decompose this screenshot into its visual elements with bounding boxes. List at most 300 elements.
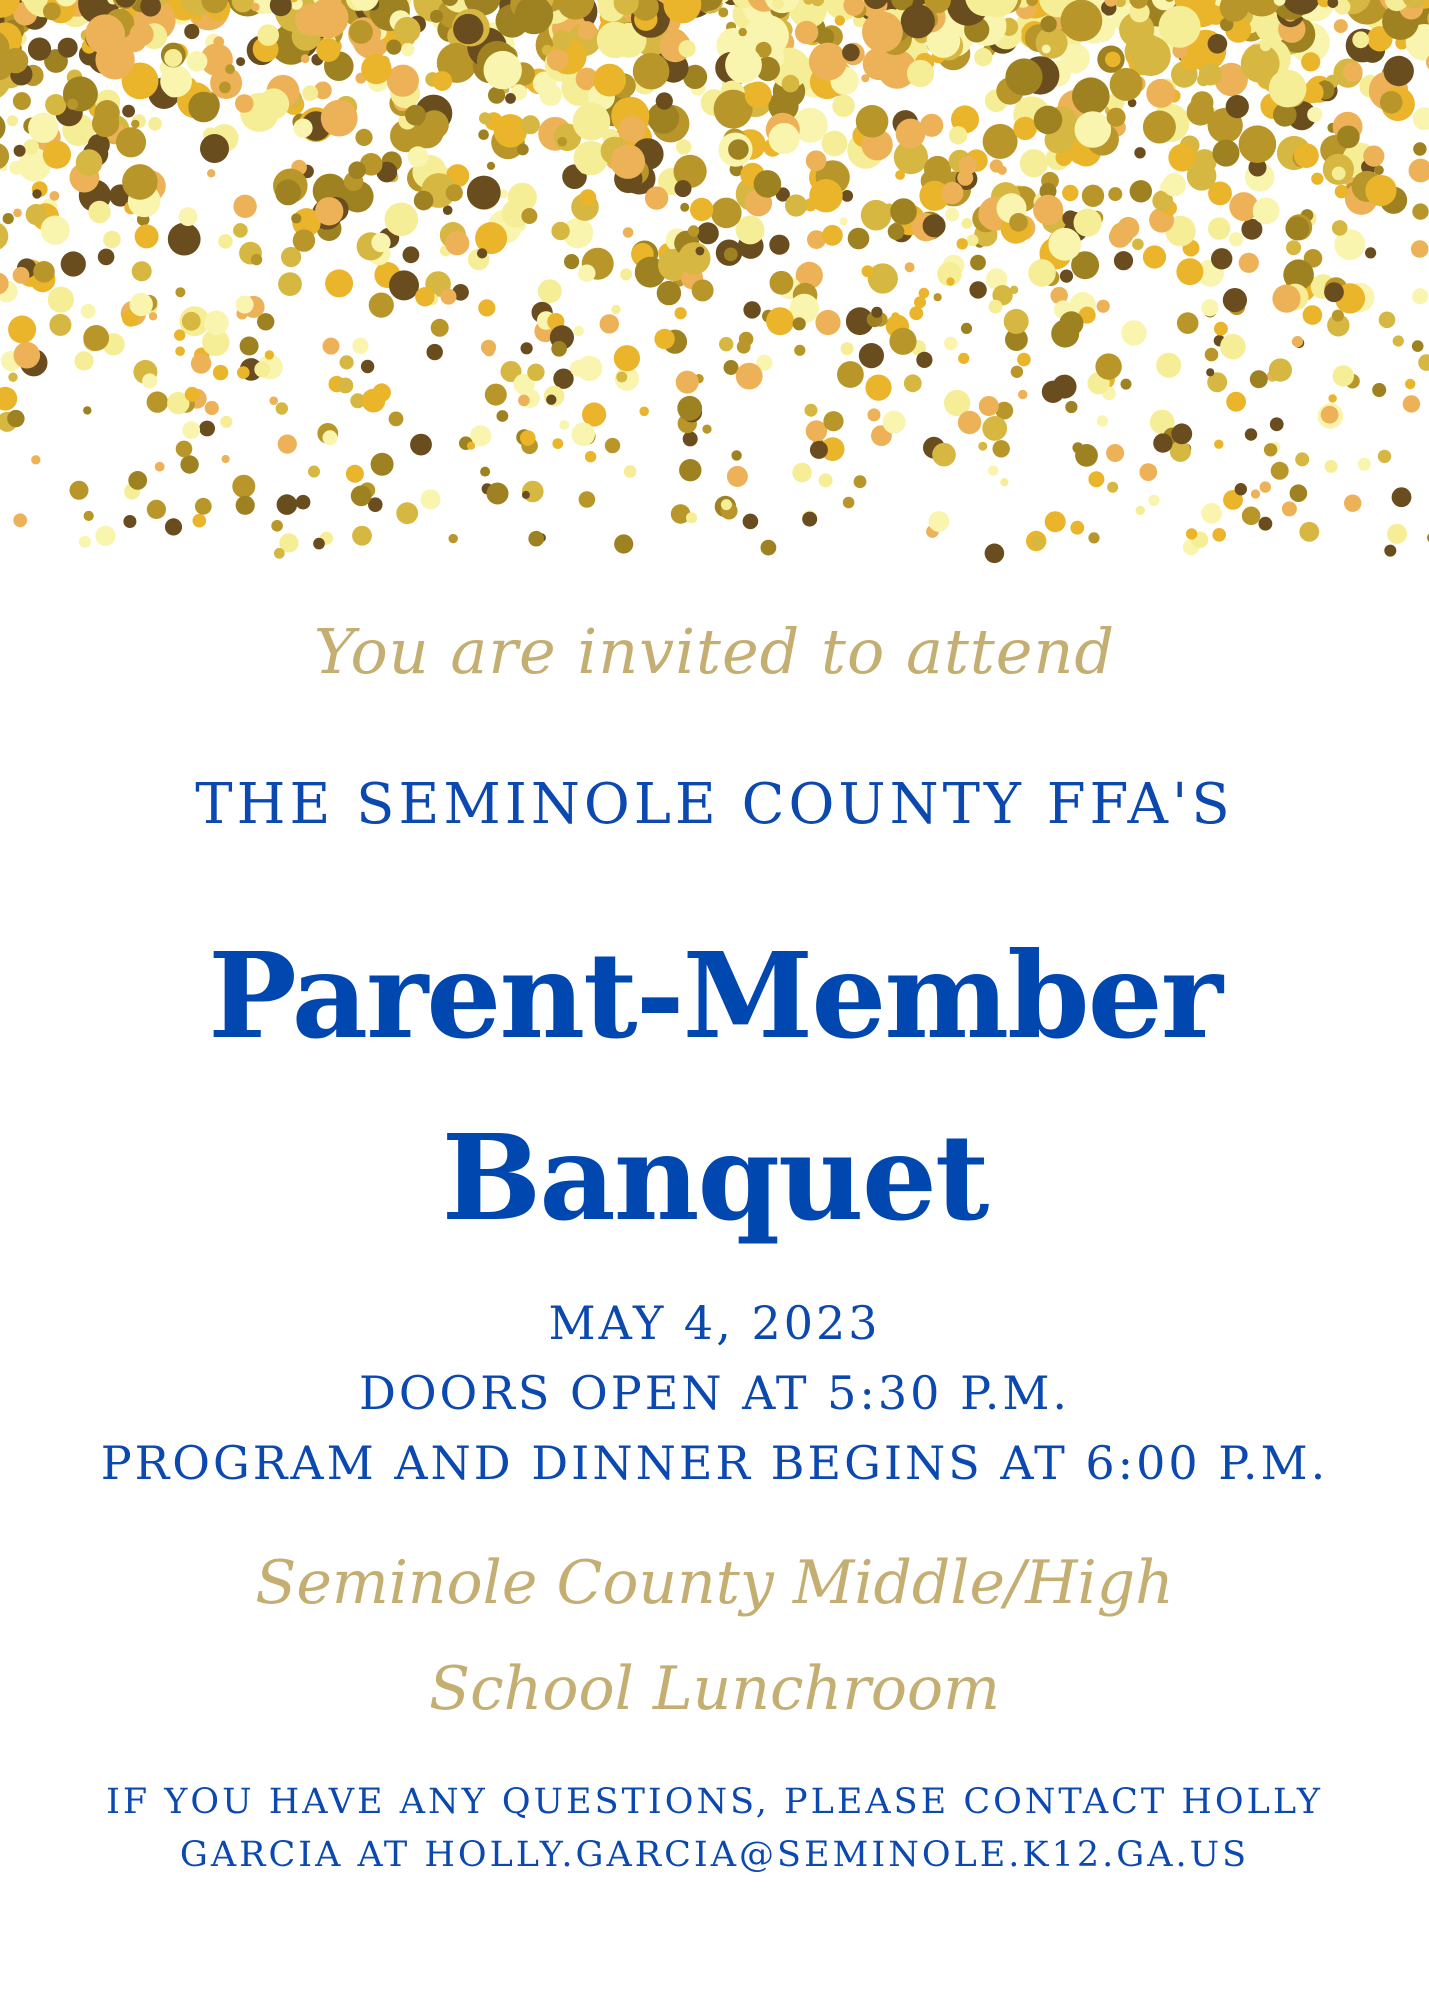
confetti-dot [1411,240,1429,258]
confetti-dot [1117,217,1139,239]
confetti-dot [403,246,420,263]
confetti-dot [837,361,864,388]
confetti-dot [1082,185,1104,207]
confetti-dot [835,15,845,25]
confetti-dot [265,350,274,359]
confetti-dot [1187,98,1214,125]
confetti-dot [719,337,733,351]
confetti-dot [1301,52,1320,71]
confetti-dot [275,180,301,206]
confetti-dot [633,53,670,90]
confetti-dot [352,526,372,546]
confetti-dot [822,225,843,246]
confetti-dot [1132,239,1144,251]
confetti-dot [103,231,121,249]
confetti-dot [0,113,6,143]
confetti-dot [1412,340,1424,352]
confetti-dot [479,112,491,124]
confetti-dot [70,481,89,500]
confetti-dot [1245,428,1257,440]
confetti-dot [1343,62,1363,82]
confetti-dot [33,261,55,283]
confetti-dot [1272,285,1300,313]
confetti-dot [1294,143,1319,168]
confetti-dot [168,223,201,256]
confetti-dot [929,511,950,532]
confetti-dot [1033,195,1063,225]
confetti-dot [557,137,567,147]
confetti-dot [401,43,414,56]
confetti-dot [1264,443,1277,456]
confetti-dot [1156,353,1181,378]
confetti-dot [323,430,338,445]
confetti-dot [271,520,283,532]
confetti-dot [386,40,401,55]
confetti-dot [165,518,182,535]
confetti-dot [1405,379,1415,389]
confetti-dot [520,430,536,446]
confetti-dot [794,345,805,356]
confetti-dot [371,233,390,252]
confetti-dot [385,203,419,237]
confetti-dot [1239,253,1259,273]
confetti-dot [675,180,692,197]
confetti-dot [235,94,254,113]
confetti-dot [251,3,260,12]
confetti-dot [13,513,27,527]
confetti-dot [731,450,741,460]
confetti-dot [538,279,562,303]
event-title-line-1: Parent-Member [208,926,1221,1065]
confetti-dot [371,453,394,476]
event-location [0,1530,1429,1742]
confetti-dot [81,304,96,319]
confetti-dot [1143,245,1166,268]
contact-line-2: GARCIA AT HOLLY.GARCIA@SEMINOLE.K12.GA.US [179,1835,1250,1875]
confetti-dot [959,156,977,174]
confetti-dot [905,262,915,272]
confetti-dot [967,234,979,246]
confetti-dot [1074,209,1102,237]
confetti-dot [656,92,673,109]
confetti-dot [237,366,250,379]
confetti-dot [123,515,136,528]
confetti-dot [213,36,224,47]
confetti-dot [195,498,212,515]
confetti-dot [3,213,14,224]
confetti-dot [521,342,533,354]
confetti-dot [1000,478,1008,486]
confetti-dot [0,387,17,411]
confetti-dot [1060,270,1073,283]
confetti-dot [528,531,544,547]
confetti-dot [1213,140,1240,167]
confetti-dot [605,438,620,453]
confetti-dot [1332,220,1348,236]
confetti-dot [1075,444,1098,467]
confetti-dot [564,254,579,269]
confetti-dot [95,40,134,79]
confetti-dot [83,325,109,351]
confetti-dot [1379,312,1396,329]
confetti-dot [445,231,469,255]
confetti-dot [1418,354,1429,371]
confetti-dot [116,127,146,157]
location-line-1: Seminole County Middle/High [255,1548,1174,1618]
confetti-dot [293,119,312,138]
confetti-dot [1226,392,1246,412]
confetti-dot [1201,299,1218,316]
confetti-dot [861,74,869,82]
confetti-dot [1295,452,1309,466]
confetti-dot [686,512,697,523]
confetti-dot [770,271,794,295]
confetti-dot [175,346,185,356]
confetti-dot [888,223,905,240]
confetti-dot [680,203,689,212]
confetti-dot [597,22,633,58]
confetti-dot [128,471,147,490]
confetti-dot [946,277,954,285]
confetti-dot [790,294,820,324]
confetti-dot [1242,507,1261,526]
confetti-dot [58,38,78,58]
confetti-dot [187,51,208,72]
confetti-dot [79,536,91,548]
confetti-dot [727,466,748,487]
confetti-dot [1282,501,1297,516]
confetti-dot [1251,489,1260,498]
confetti-dot [540,84,562,106]
confetti-dot [32,189,41,198]
confetti-dot [484,51,522,89]
confetti-dot [1004,309,1029,334]
confetti-dot [315,197,343,225]
confetti-dot [467,176,501,210]
confetti-dot [985,544,1005,564]
confetti-dot [679,40,696,57]
confetti-dot [547,49,569,71]
contact-line-1: IF YOU HAVE ANY QUESTIONS, PLEASE CONTACT HOLLY [106,1782,1323,1822]
confetti-dot [688,225,699,236]
confetti-dot [176,441,193,458]
confetti-dot [84,511,94,521]
confetti-dot [213,365,228,380]
confetti-dot [1153,433,1172,452]
confetti-dot [1290,484,1308,502]
confetti-dot [1332,310,1344,322]
confetti-dot [675,307,687,319]
confetti-dot [131,120,139,128]
confetti-dot [302,85,318,101]
confetti-dot [477,248,487,258]
confetti-dot [1269,70,1307,108]
confetti-dot [989,300,1003,314]
confetti-dot [480,467,490,477]
confetti-dot [657,281,681,305]
confetti-dot [147,391,168,412]
confetti-dot [961,323,972,334]
confetti-dot [218,234,233,249]
confetti-dot [1072,77,1110,115]
confetti-dot [1040,16,1056,32]
confetti-dot [1208,217,1230,239]
confetti-dot [1187,161,1217,191]
confetti-dot [871,307,882,318]
confetti-dot [896,119,926,149]
organization-name: THE SEMINOLE COUNTY FFA'S [195,772,1234,837]
confetti-dot [907,60,934,87]
confetti-dot [571,423,595,447]
confetti-dot [766,307,794,335]
confetti-dot [1206,368,1214,376]
confetti-dot [1146,79,1175,108]
confetti-dot [1176,258,1203,285]
confetti-dot [1413,142,1426,155]
confetti-dot [1332,167,1346,181]
confetti-dot [736,363,763,390]
confetti-dot [1380,91,1403,114]
confetti-dot [1034,106,1063,135]
confetti-dot [1409,159,1429,183]
event-title [0,905,1429,1269]
confetti-dot [1226,95,1249,118]
confetti-dot [941,182,963,204]
confetti-dot [361,54,391,84]
confetti-dot [3,48,28,73]
confetti-dot [624,465,637,478]
confetti-dot [1048,228,1081,261]
confetti-dot [842,44,860,62]
confetti-dot [1393,335,1404,346]
confetti-dot [369,293,394,318]
confetti-dot [1271,462,1289,480]
confetti-dot [990,159,1003,172]
confetti-dot [944,337,958,351]
confetti-dot [1260,40,1271,51]
confetti-dot [1365,175,1396,206]
confetti-dot [269,396,278,405]
confetti-dot [446,184,463,201]
confetti-dot [233,223,248,238]
confetti-dot [387,65,419,97]
invitation-intro: You are invited to attend [313,615,1116,688]
confetti-dot [1292,336,1303,347]
confetti-dot [623,227,634,238]
confetti-dot [1311,173,1323,185]
confetti-dot [220,416,232,428]
confetti-dot [1159,6,1201,48]
confetti-dot [405,105,426,126]
confetti-dot [142,373,157,388]
confetti-dot [736,216,765,245]
confetti-dot [978,442,987,451]
confetti-dot [1253,198,1280,225]
confetti-dot [7,115,18,126]
confetti-dot [823,411,843,431]
confetti-dot [155,462,165,472]
confetti-dot [1143,111,1176,144]
confetti-dot [421,489,441,509]
confetti-dot [988,465,998,475]
confetti-dot [130,293,153,316]
confetti-dot [74,351,93,370]
program-time: PROGRAM AND DINNER BEGINS AT 6:00 P.M. [100,1436,1329,1490]
confetti-dot [48,287,74,313]
confetti-dot [258,88,289,119]
confetti-dot [1059,311,1083,335]
confetti-dot [135,224,159,248]
confetti-dot [522,491,530,499]
confetti-dot [188,92,219,123]
confetti-dot [410,434,432,456]
confetti-dot [1413,107,1429,130]
confetti-dot [147,500,166,519]
confetti-dot [340,355,354,369]
confetti-dot [1412,203,1428,219]
confetti-dot [810,441,828,459]
confetti-dot [521,208,537,224]
confetti-dot [308,466,320,478]
confetti-dot [809,43,847,81]
confetti-dot [619,116,646,143]
confetti-dot [761,540,777,556]
confetti-dot [754,170,782,198]
confetti-dot [0,143,9,170]
confetti-dot [958,353,969,364]
event-details [0,1288,1429,1498]
confetti-dot [291,213,301,223]
confetti-dot [13,342,40,369]
confetti-dot [1260,481,1271,492]
confetti-dot [728,139,749,160]
confetti-dot [721,499,732,510]
confetti-dot [815,310,840,335]
confetti-dot [1250,370,1268,388]
confetti-dot [232,475,255,498]
confetti-dot [1220,334,1246,360]
confetti-dot [678,242,710,274]
confetti-dot [449,534,458,543]
confetti-dot [822,131,848,157]
confetti-dot [1335,185,1349,199]
confetti-dot [1208,34,1228,54]
confetti-dot [856,105,889,138]
gold-confetti-decoration [0,0,1429,620]
confetti-dot [1097,415,1108,426]
confetti-dot [795,21,818,44]
confetti-dot [219,82,231,94]
confetti-dot [1070,521,1084,535]
confetti-dot [149,312,157,320]
confetti-dot [614,345,640,371]
confetti-dot [293,229,315,251]
confetti-dot [1352,31,1369,48]
confetti-dot [585,451,596,462]
confetti-dot [28,113,58,143]
confetti-dot [132,261,152,281]
confetti-dot [1324,282,1344,302]
confetti-dot [1031,536,1044,549]
confetti-dot [1214,440,1223,449]
confetti-dot [769,123,800,154]
confetti-dot [276,402,288,414]
confetti-dot [98,249,115,266]
confetti-dot [679,459,701,481]
confetti-dot [225,64,235,74]
confetti-dot [916,352,932,368]
confetti-dot [895,170,905,180]
confetti-dot [958,411,981,434]
confetti-dot [945,208,959,222]
confetti-dot [690,198,713,221]
event-date: MAY 4, 2023 [548,1296,881,1350]
confetti-dot [806,150,827,171]
confetti-dot [1199,63,1222,86]
confetti-dot [551,222,569,240]
confetti-dot [394,17,420,43]
confetti-dot [743,514,759,530]
confetti-dot [1214,322,1228,336]
confetti-dot [67,99,78,110]
confetti-dot [1229,232,1243,246]
confetti-dot [1325,460,1338,473]
confetti-dot [427,344,443,360]
confetti-dot [396,502,418,524]
confetti-dot [1372,383,1386,397]
confetti-dot [481,340,496,355]
confetti-dot [193,514,207,528]
confetti-dot [1110,68,1143,101]
confetti-dot [1028,259,1056,287]
confetti-dot [1134,147,1145,158]
confetti-dot [199,421,215,437]
confetti-dot [683,431,698,446]
confetti-dot [1186,528,1197,539]
confetti-dot [1018,390,1027,399]
confetti-dot [848,228,870,250]
doors-open-time: DOORS OPEN AT 5:30 P.M. [358,1366,1071,1420]
confetti-dot [323,338,340,355]
confetti-dot [1105,52,1121,68]
confetti-dot [1139,463,1157,481]
confetti-dot [31,455,40,464]
confetti-dot [8,316,36,344]
confetti-dot [257,24,279,46]
confetti-dot [414,191,434,211]
confetti-dot [859,343,884,368]
confetti-dot [1333,365,1354,386]
confetti-dot [1286,240,1301,255]
confetti-dot [979,396,999,416]
confetti-dot [616,372,627,383]
confetti-dot [1013,117,1036,140]
confetti-dot [1211,248,1232,269]
confetti-dot [251,112,264,125]
confetti-dot [1270,417,1284,431]
confetti-dot [527,364,544,381]
contact-info [0,1776,1429,1882]
confetti-dot [278,272,302,296]
confetti-dot [793,317,806,330]
confetti-dot [1412,288,1428,304]
confetti-dot [43,2,61,20]
confetti-dot [313,538,325,550]
confetti-dot [278,435,297,454]
confetti-dot [580,189,597,206]
confetti-dot [645,186,668,209]
confetti-dot [1042,45,1051,54]
